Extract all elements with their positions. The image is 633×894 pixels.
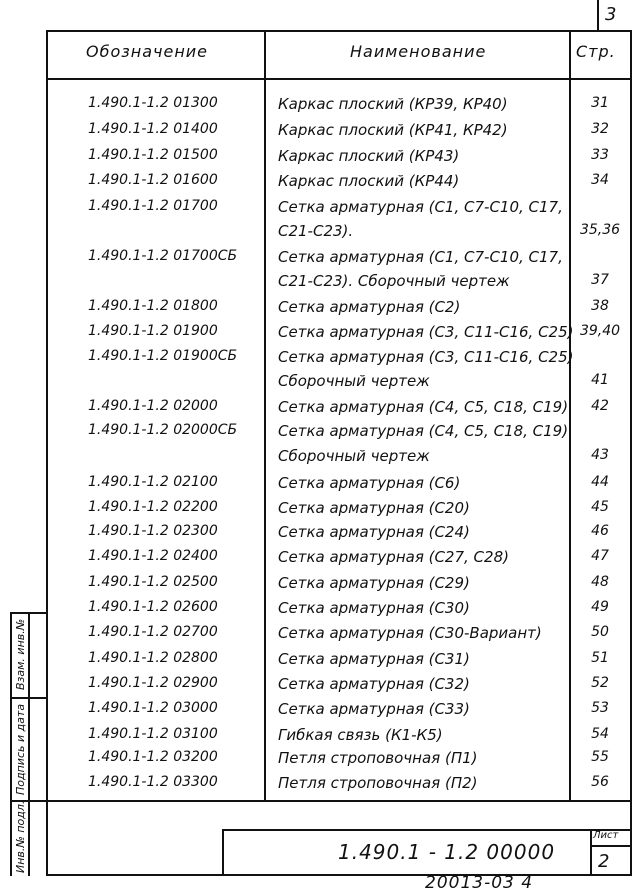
row-name: Сетка арматурная (С29) bbox=[278, 574, 470, 592]
row-designation: 1.490.1-1.2 01300 bbox=[88, 95, 218, 111]
table-row bbox=[0, 272, 633, 296]
table-row bbox=[0, 172, 633, 196]
sheet-number: 2 bbox=[598, 851, 610, 872]
row-page: 37 bbox=[591, 272, 609, 288]
row-page: 55 bbox=[591, 749, 609, 765]
row-page: 34 bbox=[591, 172, 609, 188]
row-name: Сборочный чертеж bbox=[278, 372, 430, 390]
header-name: Наименование bbox=[350, 42, 487, 61]
side-label-inv-replace: Взам. инв.№ bbox=[14, 618, 27, 690]
row-page: 42 bbox=[591, 398, 609, 414]
table-row bbox=[0, 372, 633, 396]
stamp-strip-top bbox=[10, 612, 46, 614]
row-designation: 1.490.1-1.2 02400 bbox=[88, 548, 218, 564]
table-row bbox=[0, 323, 633, 347]
row-page: 31 bbox=[591, 95, 609, 111]
row-name: Каркас плоский (КР43) bbox=[278, 147, 460, 165]
row-page: 41 bbox=[591, 372, 609, 388]
row-page: 33 bbox=[591, 147, 609, 163]
row-name: Петля строповочная (П1) bbox=[278, 749, 478, 767]
table-bottom-line bbox=[46, 800, 632, 802]
row-name: Сетка арматурная (С3, С11-С16, С25) bbox=[278, 348, 574, 366]
row-page: 32 bbox=[591, 121, 609, 137]
row-page: 38 bbox=[591, 298, 609, 314]
sheet-label: Лист bbox=[593, 830, 619, 841]
title-block-sheet-line bbox=[590, 845, 632, 847]
row-page: 39,40 bbox=[579, 323, 621, 339]
row-designation: 1.490.1-1.2 03200 bbox=[88, 749, 218, 765]
row-designation: 1.490.1-1.2 02900 bbox=[88, 675, 218, 691]
row-name: Сетка арматурная (С30-Вариант) bbox=[278, 624, 542, 642]
table-row bbox=[0, 726, 633, 750]
row-name: Сетка арматурная (С2) bbox=[278, 298, 461, 316]
row-name: Сетка арматурная (С3, С11-С16, С25) bbox=[278, 323, 574, 341]
row-designation: 1.490.1-1.2 01800 bbox=[88, 298, 218, 314]
row-page: 43 bbox=[591, 447, 609, 463]
corner-divider bbox=[597, 0, 599, 30]
row-page: 52 bbox=[591, 675, 609, 691]
document-code: 1.490.1 - 1.2 00000 bbox=[338, 840, 556, 864]
row-page: 44 bbox=[591, 474, 609, 490]
table-row bbox=[0, 774, 633, 798]
row-page: 48 bbox=[591, 574, 609, 590]
row-designation: 1.490.1-1.2 02500 bbox=[88, 574, 218, 590]
table-row bbox=[0, 650, 633, 674]
row-designation: 1.490.1-1.2 02800 bbox=[88, 650, 218, 666]
row-designation: 1.490.1-1.2 03100 bbox=[88, 726, 218, 742]
row-page: 45 bbox=[591, 499, 609, 515]
row-designation: 1.490.1-1.2 03300 bbox=[88, 774, 218, 790]
row-page: 53 bbox=[591, 700, 609, 716]
row-designation: 1.490.1-1.2 01700СБ bbox=[88, 248, 238, 264]
table-row bbox=[0, 298, 633, 322]
stamp-strip-line-2 bbox=[28, 612, 30, 876]
header-underline bbox=[46, 78, 632, 80]
table-row bbox=[0, 499, 633, 523]
header-designation: Обозначение bbox=[86, 42, 209, 61]
row-name: Каркас плоский (КР41, КР42) bbox=[278, 121, 508, 139]
table-row bbox=[0, 574, 633, 598]
table-row bbox=[0, 95, 633, 119]
row-name: Сетка арматурная (С27, С28) bbox=[278, 548, 509, 566]
side-label-inv-original: Инв.№ подл. bbox=[14, 800, 27, 873]
row-name: Сетка арматурная (С32) bbox=[278, 675, 470, 693]
row-name: Сетка арматурная (С1, С7-С10, С17, bbox=[278, 248, 563, 266]
footer-code: 20013-03 4 bbox=[425, 873, 534, 893]
row-name: С21-С23). bbox=[278, 222, 354, 240]
row-page: 35,36 bbox=[579, 222, 621, 238]
row-name: Сетка арматурная (С30) bbox=[278, 599, 470, 617]
corner-page-number: 3 bbox=[605, 4, 617, 25]
table-row bbox=[0, 599, 633, 623]
row-designation: 1.490.1-1.2 02200 bbox=[88, 499, 218, 515]
row-name: Сетка арматурная (С4, С5, С18, С19) bbox=[278, 398, 569, 416]
row-designation: 1.490.1-1.2 02000 bbox=[88, 398, 218, 414]
header-page: Стр. bbox=[576, 42, 616, 61]
title-block-top bbox=[222, 829, 632, 831]
row-name: Каркас плоский (КР44) bbox=[278, 172, 460, 190]
row-page: 54 bbox=[591, 726, 609, 742]
row-designation: 1.490.1-1.2 01900 bbox=[88, 323, 218, 339]
row-name: Сетка арматурная (С4, С5, С18, С19). bbox=[278, 422, 573, 440]
row-page: 50 bbox=[591, 624, 609, 640]
side-label-signature-date: Подпись и дата bbox=[14, 703, 27, 795]
row-page: 47 bbox=[591, 548, 609, 564]
row-page: 46 bbox=[591, 523, 609, 539]
row-name: Сетка арматурная (С24) bbox=[278, 523, 470, 541]
row-designation: 1.490.1-1.2 02600 bbox=[88, 599, 218, 615]
table-row bbox=[0, 198, 633, 222]
row-designation: 1.490.1-1.2 02100 bbox=[88, 474, 218, 490]
table-row bbox=[0, 398, 633, 422]
row-name: Сборочный чертеж bbox=[278, 447, 430, 465]
table-row bbox=[0, 523, 633, 547]
row-name: Сетка арматурная (С31) bbox=[278, 650, 470, 668]
row-designation: 1.490.1-1.2 01600 bbox=[88, 172, 218, 188]
row-designation: 1.490.1-1.2 01700 bbox=[88, 198, 218, 214]
row-name: Каркас плоский (КР39, КР40) bbox=[278, 95, 508, 113]
row-designation: 1.490.1-1.2 02300 bbox=[88, 523, 218, 539]
title-block-left bbox=[222, 829, 224, 876]
table-row bbox=[0, 700, 633, 724]
table-row bbox=[0, 121, 633, 145]
row-name: Сетка арматурная (С20) bbox=[278, 499, 470, 517]
table-row bbox=[0, 675, 633, 699]
title-block-sheet-divider bbox=[590, 829, 592, 876]
table-row bbox=[0, 147, 633, 171]
row-name: Сетка арматурная (С6) bbox=[278, 474, 461, 492]
row-name: Сетка арматурная (С1, С7-С10, С17, bbox=[278, 198, 563, 216]
row-page: 49 bbox=[591, 599, 609, 615]
table-row bbox=[0, 248, 633, 272]
row-page: 56 bbox=[591, 774, 609, 790]
table-row bbox=[0, 474, 633, 498]
table-row bbox=[0, 447, 633, 471]
row-designation: 1.490.1-1.2 02000СБ bbox=[88, 422, 238, 438]
row-name: Гибкая связь (К1-К5) bbox=[278, 726, 443, 744]
row-name: С21-С23). Сборочный чертеж bbox=[278, 272, 510, 290]
stamp-strip-div-1 bbox=[10, 697, 46, 699]
stamp-strip-line bbox=[10, 612, 12, 876]
table-row bbox=[0, 749, 633, 773]
row-designation: 1.490.1-1.2 01900СБ bbox=[88, 348, 238, 364]
table-row bbox=[0, 624, 633, 648]
row-name: Сетка арматурная (С33) bbox=[278, 700, 470, 718]
row-designation: 1.490.1-1.2 01500 bbox=[88, 147, 218, 163]
row-designation: 1.490.1-1.2 02700 bbox=[88, 624, 218, 640]
row-designation: 1.490.1-1.2 01400 bbox=[88, 121, 218, 137]
table-row bbox=[0, 548, 633, 572]
table-row bbox=[0, 222, 633, 246]
row-page: 51 bbox=[591, 650, 609, 666]
table-row bbox=[0, 422, 633, 446]
row-designation: 1.490.1-1.2 03000 bbox=[88, 700, 218, 716]
table-row bbox=[0, 348, 633, 372]
row-name: Петля строповочная (П2) bbox=[278, 774, 478, 792]
